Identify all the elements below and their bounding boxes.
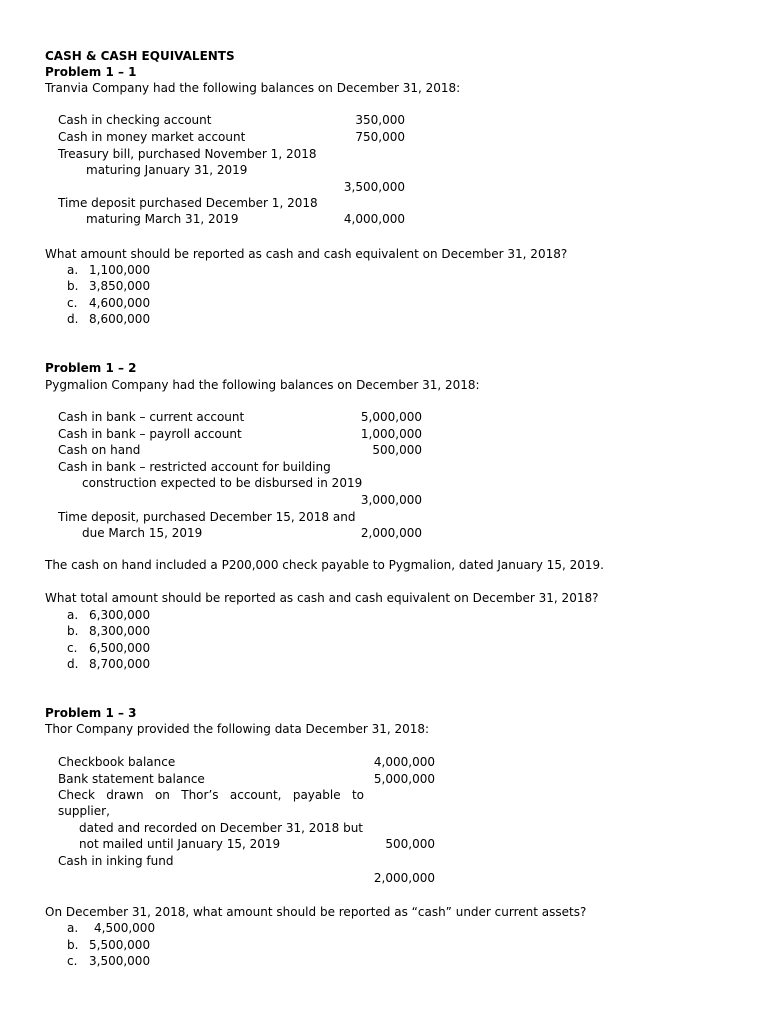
p2-note: The cash on hand included a P200,000 check payable to Pygmalion, dated January 15, 2019. (45, 558, 604, 572)
p3-amount-inking-fund: 2,000,000 (373, 871, 435, 885)
p1-choice-letter: d. (67, 312, 79, 326)
p3-choice-value: 4,500,000 (94, 921, 156, 935)
p1-choice-letter: a. (67, 263, 79, 277)
p1-choice-letter: c. (67, 296, 78, 310)
p1-choice-value: 4,600,000 (89, 296, 151, 310)
p2-choice-letter: a. (67, 608, 79, 622)
p3-line-checkbook: Checkbook balance (58, 755, 176, 769)
document-heading: CASH & CASH EQUIVALENTS (45, 49, 235, 63)
p3-line-dated-recorded: dated and recorded on December 31, 2018 but (79, 821, 364, 835)
p3-line-bank-statement: Bank statement balance (58, 772, 205, 786)
p1-line-money-market: Cash in money market account (58, 130, 246, 144)
p3-amount-checkbook: 4,000,000 (373, 755, 435, 769)
p3-choice-letter: c. (67, 954, 78, 968)
p1-line-checking: Cash in checking account (58, 113, 212, 127)
p1-line-time-deposit-maturing: maturing March 31, 2019 (86, 212, 239, 226)
p3-line-supplier: supplier, (58, 804, 110, 818)
problem-1-3-intro: Thor Company provided the following data December 31, 2018: (45, 722, 430, 736)
p2-line-restricted-construction: construction expected to be disbursed in 2019 (82, 476, 363, 490)
p3-choice-letter: a. (67, 921, 79, 935)
p3-line-check-drawn: Check drawn on Thor’s account, payable to (58, 788, 364, 802)
p1-choice-value: 8,600,000 (89, 312, 151, 326)
p2-line-current-account: Cash in bank – current account (58, 410, 245, 424)
p3-choice-letter: b. (67, 938, 79, 952)
p2-choice-value: 6,300,000 (89, 608, 151, 622)
p3-choice-value: 5,500,000 (89, 938, 151, 952)
p2-line-restricted-account: Cash in bank – restricted account for building (58, 460, 331, 474)
problem-1-1-title: Problem 1 – 1 (45, 65, 137, 79)
p2-choice-value: 6,500,000 (89, 641, 151, 655)
p1-line-time-deposit: Time deposit purchased December 1, 2018 (58, 196, 318, 210)
p1-line-treasury-maturing: maturing January 31, 2019 (86, 163, 248, 177)
p1-choice-value: 3,850,000 (89, 279, 151, 293)
p2-line-time-deposit-due: due March 15, 2019 (82, 526, 203, 540)
p2-amount-current-account: 5,000,000 (360, 410, 422, 424)
p2-line-payroll-account: Cash in bank – payroll account (58, 427, 242, 441)
p2-question: What total amount should be reported as cash and cash equivalent on December 31, 2018? (45, 591, 599, 605)
p2-choice-letter: b. (67, 624, 79, 638)
p2-line-cash-on-hand: Cash on hand (58, 443, 141, 457)
p3-amount-check-drawn: 500,000 (385, 837, 435, 851)
p1-line-treasury-bill: Treasury bill, purchased November 1, 2018 (58, 147, 317, 161)
p1-amount-time-deposit: 4,000,000 (343, 212, 405, 226)
p3-amount-bank-statement: 5,000,000 (373, 772, 435, 786)
p1-amount-treasury-bill: 3,500,000 (343, 180, 405, 194)
problem-1-2-title: Problem 1 – 2 (45, 361, 137, 375)
p2-choice-letter: c. (67, 641, 78, 655)
p2-line-time-deposit: Time deposit, purchased December 15, 2018 and (58, 510, 356, 524)
p2-amount-time-deposit: 2,000,000 (360, 526, 422, 540)
p3-question: On December 31, 2018, what amount should be reported as “cash” under current assets? (45, 905, 587, 919)
p1-choice-value: 1,100,000 (89, 263, 151, 277)
problem-1-2-intro: Pygmalion Company had the following balances on December 31, 2018: (45, 378, 480, 392)
p2-amount-restricted-account: 3,000,000 (360, 493, 422, 507)
p1-choice-letter: b. (67, 279, 79, 293)
p3-choice-value: 3,500,000 (89, 954, 151, 968)
p3-line-not-mailed: not mailed until January 15, 2019 (79, 837, 281, 851)
p2-choice-value: 8,700,000 (89, 657, 151, 671)
p3-line-inking-fund: Cash in inking fund (58, 854, 174, 868)
p1-amount-money-market: 750,000 (355, 130, 405, 144)
p2-amount-cash-on-hand: 500,000 (372, 443, 422, 457)
p2-amount-payroll-account: 1,000,000 (360, 427, 422, 441)
p1-question: What amount should be reported as cash and cash equivalent on December 31, 2018? (45, 247, 568, 261)
problem-1-1-intro: Tranvia Company had the following balances on December 31, 2018: (45, 81, 461, 95)
problem-1-3-title: Problem 1 – 3 (45, 706, 137, 720)
p2-choice-letter: d. (67, 657, 79, 671)
p1-amount-checking: 350,000 (355, 113, 405, 127)
p2-choice-value: 8,300,000 (89, 624, 151, 638)
